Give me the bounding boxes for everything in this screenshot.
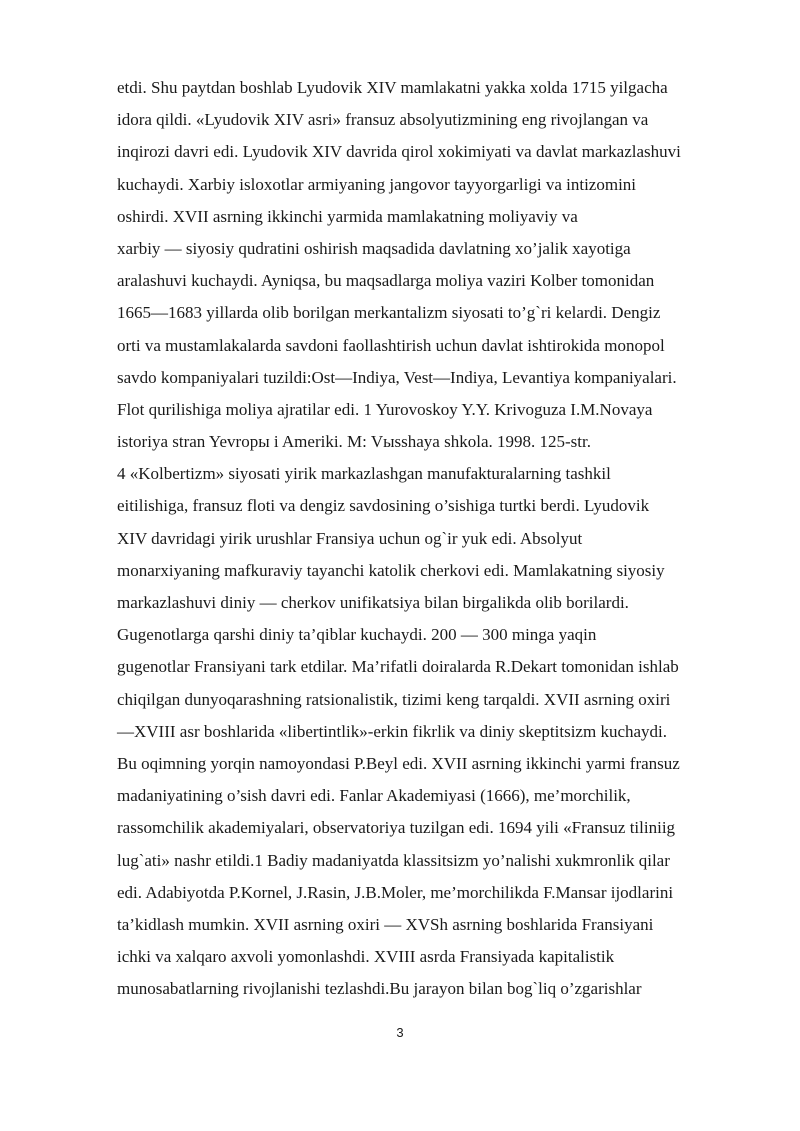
text-line: munosabatlarning rivojlanishi tezlashdi.Bu jarayon bilan bog`liq o’zgarishlar: [117, 979, 642, 999]
text-line: aralashuvi kuchaydi. Ayniqsa, bu maqsadlarga moliya vaziri Kolber tomonidan: [117, 271, 655, 291]
text-line: monarxiyaning mafkuraviy tayanchi katolik cherkovi edi. Mamlakatning siyosiy: [117, 560, 665, 580]
text-line: xarbiy — siyosiy qudratini oshirish maqsadida davlatning xo’jalik xayotiga: [117, 238, 631, 258]
text-line: orti va mustamlakalarda savdoni faollashtirish uchun davlat ishtirokida monopol: [117, 335, 665, 355]
text-line: chiqilgan dunyoqarashning ratsionalistik, tizimi keng tarqaldi. XVII asrning oxiri: [117, 689, 671, 709]
text-line: XIV davridagi yirik urushlar Fransiya uchun og`ir yuk edi. Absolyut: [117, 528, 583, 548]
text-line: gugenotlar Fransiyani tark etdilar. Ma’rifatli doiralarda R.Dekart tomonidan ishlab: [117, 657, 679, 677]
text-line: Gugenotlarga qarshi diniy ta’qiblar kuchaydi. 200 — 300 minga yaqin: [117, 625, 597, 645]
text-line: ichki va xalqaro axvoli yomonlashdi. XVIII asrda Fransiyada kapitalistik: [117, 947, 615, 967]
text-line: Bu oqimning yorqin namoyondasi P.Beyl edi. XVII asrning ikkinchi yarmi fransuz: [117, 753, 680, 773]
body-text: [117, 72, 757, 1005]
text-line: 1665—1683 yillarda olib borilgan merkantalizm siyosati to’g`ri kelardi. Dengiz: [117, 303, 661, 323]
text-line: idora qildi. «Lyudovik XIV asri» fransuz absolyutizmining eng rivojlangan va: [117, 110, 649, 130]
text-line: —XVIII asr boshlarida «libertintlik»-erkin fikrlik va diniy skeptitsizm kuchaydi.: [117, 721, 668, 741]
text-line: eitilishiga, fransuz floti va dengiz savdosining o’sishiga turtki berdi. Lyudovik: [117, 496, 650, 516]
text-line: etdi. Shu paytdan boshlab Lyudovik XIV mamlakatni yakka xolda 1715 yilgacha: [117, 78, 668, 97]
text-line: lug`ati» nashr etildi.1 Badiy madaniyatda klassitsizm yo’nalishi xukmronlik qilar: [117, 850, 670, 870]
text-line: oshirdi. XVII asrning ikkinchi yarmida mamlakatning moliyaviy va: [117, 206, 578, 226]
text-line: 4 «Kolbertizm» siyosati yirik markazlashgan manufakturalarning tashkil: [117, 464, 611, 484]
text-line: madaniyatining o’sish davri edi. Fanlar Akademiyasi (1666), me’morchilik,: [117, 786, 631, 806]
text-line: savdo kompaniyalari tuzildi:Ost—Indiya, Vest—Indiya, Levantiya kompaniyalari.: [117, 367, 677, 387]
text-line: rassomchilik akademiyalari, observatoriya tuzilgan edi. 1694 yili «Fransuz tiliniig: [117, 818, 676, 838]
page-number: 3: [396, 1025, 404, 1040]
text-line: ta’kidlash mumkin. XVII asrning oxiri — XVSh asrning boshlarida Fransiyani: [117, 914, 654, 934]
text-line: markazlashuvi diniy — cherkov unifikatsiya bilan birgalikda olib borilardi.: [117, 593, 629, 612]
text-line: kuchaydi. Xarbiy isloxotlar armiyaning jangovor tayyorgarligi va intizomini: [117, 174, 637, 194]
text-line: Flot qurilishiga moliya ajratilar edi. 1 Yurovoskoy Y.Y. Krivoguza I.M.Novaya: [117, 399, 653, 419]
text-line: istoriya stran Yevropы i Ameriki. M: Vыsshaya shkola. 1998. 125-str.: [117, 432, 591, 452]
text-line: inqirozi davri edi. Lyudovik XIV davrida qirol xokimiyati va davlat markazlashuvi: [117, 142, 681, 162]
text-line: edi. Adabiyotda P.Kornel, J.Rasin, J.B.Moler, me’morchilikda F.Mansar ijodlarini: [117, 882, 674, 902]
